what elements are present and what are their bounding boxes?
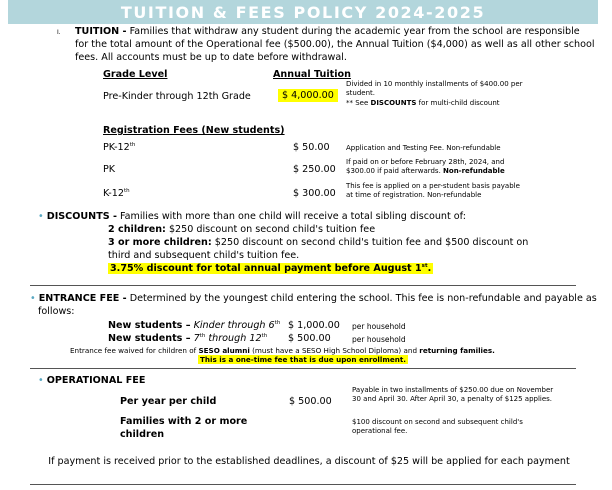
bullet-icon: • xyxy=(38,375,44,386)
reg-row-label: PK-12th xyxy=(103,141,136,153)
entrance-unit: per household xyxy=(352,322,406,331)
page-title: TUITION & FEES POLICY 2024-2025 xyxy=(120,3,486,22)
entrance-amount-seventh: $ 500.00 xyxy=(288,333,331,344)
discount-reference-note: ** See DISCOUNTS for multi-child discount xyxy=(346,99,500,107)
tuition-paragraph xyxy=(75,25,595,64)
entrance-unit: per household xyxy=(352,335,406,344)
bullet-icon: • xyxy=(30,293,36,304)
list-marker: I. xyxy=(57,29,61,36)
discounts-line xyxy=(38,211,466,222)
bullet-icon: • xyxy=(38,211,44,222)
reg-row-note: $300.00 if paid afterwards. Non-refundable xyxy=(346,167,505,175)
reg-row-amount: $ 250.00 xyxy=(293,164,336,175)
entrance-text: Determined by the youngest child entering the school. This fee is non-refundable and payable as xyxy=(129,293,597,304)
entrance-line xyxy=(30,293,597,304)
tuition-heading: TUITION - xyxy=(75,26,127,37)
grade-level-label: Pre-Kinder through 12th Grade xyxy=(103,91,251,102)
per-year-label: Per year per child xyxy=(120,396,217,407)
reg-row-note: Application and Testing Fee. Non-refundable xyxy=(346,144,501,152)
divider xyxy=(30,285,576,286)
divider xyxy=(30,484,576,485)
registration-fees-header: Registration Fees (New students) xyxy=(103,125,285,136)
reg-row-note: If paid on or before February 28th, 2024, and xyxy=(346,158,505,166)
footer-note: If payment is received prior to the established deadlines, a discount of $25 will be applied for each payment xyxy=(48,456,570,467)
annual-tuition-amount: $ 4,000.00 xyxy=(278,89,338,102)
col-header-annual: Annual Tuition xyxy=(273,69,351,80)
entrance-text-cont: follows: xyxy=(38,306,75,317)
tuition-note: Divided in 10 monthly installments of $400.00 per student. xyxy=(346,80,523,97)
discount-three-children-cont: third and subsequent child's tuition fee. xyxy=(108,250,300,261)
families-label: Families with 2 or more children xyxy=(120,416,248,440)
reg-row-amount: $ 50.00 xyxy=(293,142,330,153)
entrance-row-kinder: New students – Kinder through 6th xyxy=(108,319,281,331)
entrance-heading: ENTRANCE FEE - xyxy=(38,293,127,304)
reg-row-label: K-12th xyxy=(103,187,130,199)
reg-row-note: This fee is applied on a per-student basis payable xyxy=(346,182,520,190)
discounts-intro: Families with more than one child will receive a total sibling discount of: xyxy=(120,211,466,222)
tuition-text: Families that withdraw any student during the academic year from the school are responsible for the total amount of the Operational fee ($500.00), the Annual Tuition ($4,000) as well as all other school fees. All accounts must be up to date before withdrawal. xyxy=(75,26,595,63)
per-year-note: Payable in two installments of $250.00 due on November 30 and April 30. After April 30, a penalty of $125 applies. xyxy=(352,386,554,403)
divider xyxy=(30,368,576,369)
col-header-grade: Grade Level xyxy=(103,69,168,80)
discount-three-children: 3 or more children: $250 discount on second child's tuition fee and $500 discount on xyxy=(108,237,529,248)
discounts-heading: DISCOUNTS - xyxy=(46,211,117,222)
operational-line xyxy=(38,375,145,386)
entrance-row-seventh: New students – 7th through 12th xyxy=(108,332,268,344)
one-time-fee-note: This is a one-time fee that is due upon enrollment. xyxy=(200,355,407,364)
entrance-waiver-note: Entrance fee waived for children of SESO alumni (must have a SESO High School Diploma) and returning families. xyxy=(70,346,495,355)
discount-two-children: 2 children: $250 discount on second child's tuition fee xyxy=(108,224,376,235)
reg-row-amount: $ 300.00 xyxy=(293,188,336,199)
per-year-amount: $ 500.00 xyxy=(289,396,332,407)
reg-row-note: at time of registration. Non-refundable xyxy=(346,191,482,199)
reg-row-label: PK xyxy=(103,164,116,175)
operational-heading: OPERATIONAL FEE xyxy=(46,375,146,386)
entrance-amount-kinder: $ 1,000.00 xyxy=(288,320,340,331)
annual-payment-discount: 3.75% discount for total annual payment before August 1st. xyxy=(110,262,432,274)
families-note: $100 discount on second and subsequent child's operational fee. xyxy=(352,418,523,435)
